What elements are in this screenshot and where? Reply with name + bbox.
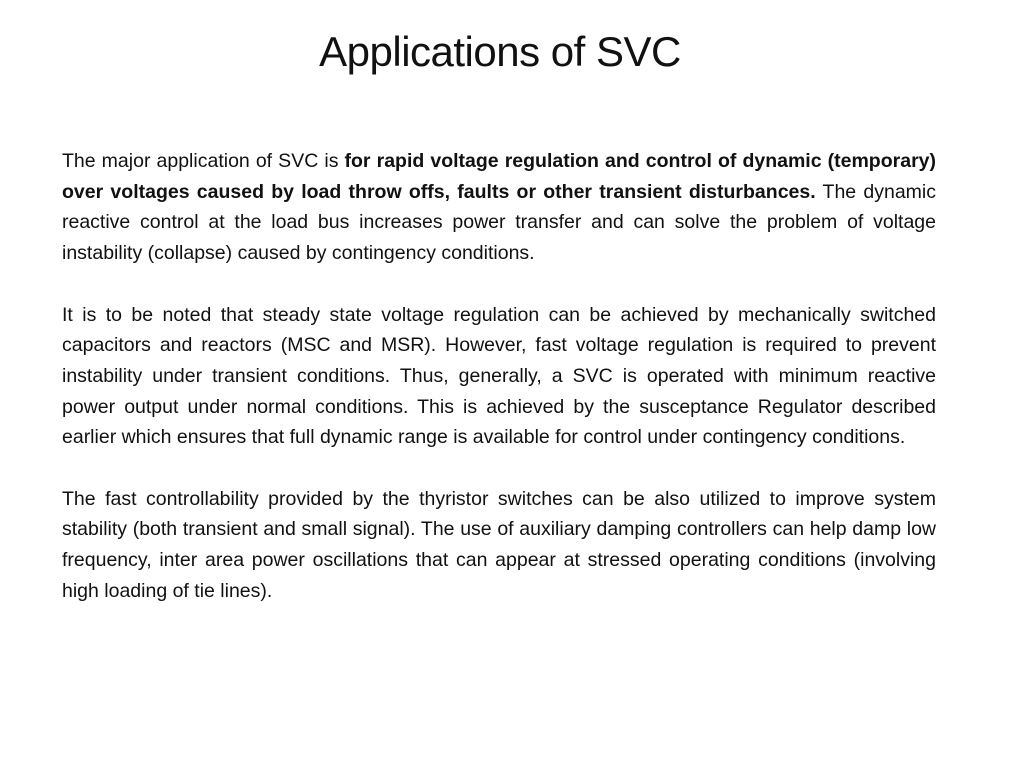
paragraph-steady-state-regulation: It is to be noted that steady state voltage regulation can be achieved by mechanically switched capacitors and reactors (MSC and MSR). However, fast voltage regulation is required to prevent instability under transient conditions. Thus, generally, a SVC is operated with minimum reactive power output under normal conditions. This is achieved by the susceptance Regulator described earlier which ensures that full dynamic range is available for control under contingency conditions. (62, 303, 936, 449)
paragraph-1-tail: The dynamic reactive control at the load bus increases power transfer and can solve the problem of voltage instability (collapse) caused by contingency conditions. (62, 180, 937, 265)
paragraph-1-bold-text: for rapid voltage regulation and control of dynamic (temporary) over voltages caused by load throw offs, faults or other transient disturbances. (62, 150, 936, 203)
paragraph-1-lead: The major application of SVC is (62, 150, 345, 172)
slide-title: Applications of SVC (319, 28, 681, 75)
paragraph-fast-controllability: The fast controllability provided by the thyristor switches can be also utilized to improve system stability (both transient and small signal). The use of auxiliary damping controllers can help damp low frequency, inter area power oscillations that can appear at stressed operating conditions (involving high loading of tie lines). (62, 487, 936, 602)
slide-body (62, 146, 936, 607)
paragraph-svc-application (62, 146, 936, 269)
